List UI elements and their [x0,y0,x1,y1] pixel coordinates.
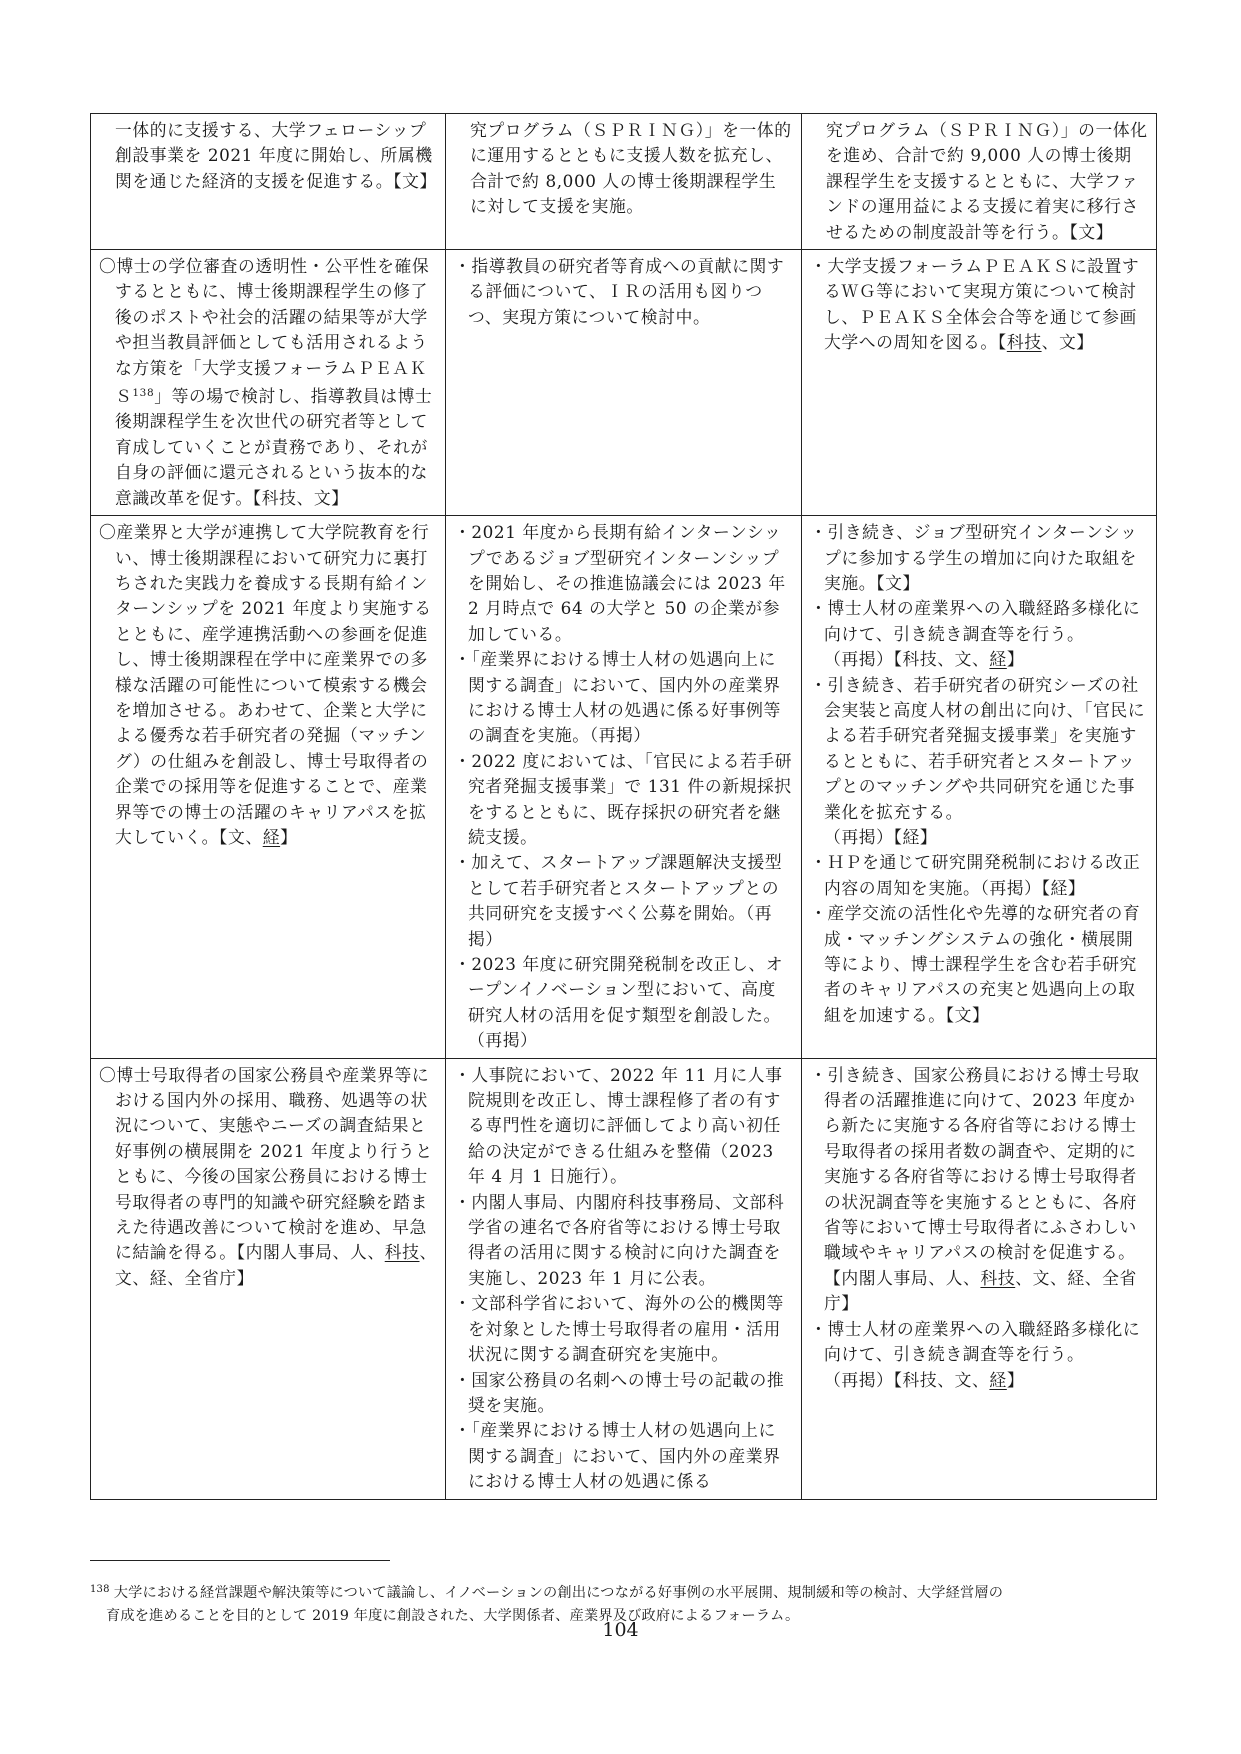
cell-plan [802,516,1157,1059]
cell-plan [802,250,1157,516]
cell-measure [91,1058,446,1499]
measure-text: 〇博士号取得者の国家公務員や産業界等における国内外の採用、職務、処遇等の状況について、実態やニーズの調査結果と好事例の横展開を 2021 年度より行うとともに、今後の国家公務員における博士号取得者の専門的知識や研究経験を踏まえた待遇改善について検討を進め、早急に結論を得る。【内閣人事局、人、科技、文、経、全省庁】 [99,1064,437,1288]
bullet-item: ・博士人材の産業界への入職経路多様化に向けて、引き続き調査等を行う。 [810,598,1141,644]
plan-text: 究プログラム（ＳＰＲＩＮＧ）」の一体化を進め、合計で約 9,000 人の博士後期課程学生を支援するとともに、大学ファンドの運用益による支援に着実に移行させるための制度設計等を行う。【文】 [826,120,1148,242]
cell-status [446,250,802,516]
bullet-continuation: （再掲）【経】 [824,826,938,847]
footnote-line: 育成を進めることを目的として 2019 年度に創設された、大学関係者、産業界及び政府によるフォーラム。 [106,1608,800,1624]
bullet-item: ・2022 度においては、「官民による若手研究者発掘支援事業」で 131 件の新規採択をするとともに、既存採択の研究者を継続支援。 [454,750,793,847]
measures-table [90,113,1157,1500]
bullet-continuation: （再掲）【科技、文、経】 [824,649,1025,670]
bullet-item: ・国家公務員の名刺への博士号の記載の推奨を実施。 [454,1369,785,1415]
cell-measure [91,114,446,250]
bullet-item: ・ＨＰを通じて研究開発税制における改正内容の周知を実施。（再掲）【経】 [810,852,1141,898]
footnote-ref[interactable]: 138 [132,387,155,400]
page-number: 104 [602,1619,639,1641]
bullet-item: ・2023 年度に研究開発税制を改正し、オープンイノベーション型において、高度研究人材の活用を促す類型を創設した。（再掲） [454,954,784,1051]
table-row [91,114,1157,250]
cell-plan [802,114,1157,250]
cell-measure [91,516,446,1059]
underlined-ministry: 経 [262,826,281,847]
footnote-divider [90,1560,390,1561]
cell-status [446,516,802,1059]
bullet-item: ・加えて、スタートアップ課題解決支援型として若手研究者とスタートアップとの共同研究を支援すべく公募を開始。（再掲） [454,852,783,949]
status-text: 究プログラム（ＳＰＲＩＮＧ）」を一体的に運用するとともに支援人数を拡充し、合計で約 8,000 人の博士後期課程学生に対して支援を実施。 [470,120,792,217]
bullet-item: ・引き続き、ジョブ型研究インターンシップに参加する学生の増加に向けた取組を実施。【文】 [810,522,1138,593]
underlined-ministry: 科技 [1006,332,1042,353]
measure-text: 〇産業界と大学が連携して大学院教育を行い、博士後期課程において研究力に裏打ちされた実践力を養成する長期有給インターンシップを 2021 年度より実施するとともに、産学連携活動への参画を促進し、博士後期課程在学中に産業界での多様な活躍の可能性について模索する機会を増加させる。あわせて、企業と大学による優秀な若手研究者の発掘（マッチング）の仕組みを創設し、博士号取得者の企業での採用等を促進することで、産業界等での博士の活躍のキャリアパスを拡大していく。【文、経】 [99,522,432,847]
bullet-item: ・「産業界における博士人材の処遇向上に関する調査」において、国内外の産業界における博士人材の処遇に係る好事例等の調査を実施。（再掲） [454,649,781,746]
cell-status [446,114,802,250]
bullet-item: ・産学交流の活性化や先導的な研究者の育成・マッチングシステムの強化・横展開等により、博士課程学生を含む若手研究者のキャリアパスの充実と処遇向上の取組を加速する。【文】 [810,903,1141,1025]
bullet-item: ・引き続き、若手研究者の研究シーズの社会実装と高度人材の創出に向け、「官民による若手研究者発掘支援事業」を実施するとともに、若手研究者とスタートアップとのマッチングや共同研究を通じた事業化を拡充する。 [810,674,1146,822]
bullet-item: ・大学支援フォーラムＰＥＡＫＳに設置するＷＧ等において実現方策について検討し、ＰＥＡＫＳ全体会合等を通じて参画大学への周知を図る。【科技、文】 [810,256,1140,353]
underlined-ministry: 科技 [384,1242,420,1263]
bullet-item: ・内閣人事局、内閣府科技事務局、文部科学省の連名で各府省等における博士号取得者の活用に関する検討に向けた調査を実施し、2023 年 1 月に公表。 [454,1191,785,1288]
table-row [91,250,1157,516]
measure-text: 〇博士の学位審査の透明性・公平性を確保するとともに、博士後期課程学生の修了後のポストや社会的活躍の結果等が大学や担当教員評価としても活用されるような方策を「大学支援フォーラムＰＥＡＫＳ$^{138}$」等の場で検討し、指導教員は博士後期課程学生を次世代の研究者等として育成していくことが責務であり、それが自身の評価に還元されるという抜本的な意識改革を促す。【科技、文】 [99,256,433,508]
underlined-ministry: 科技 [980,1267,1016,1288]
bullet-item: ・指導教員の研究者等育成への貢献に関する評価について、ＩＲの活用も図りつつ、実現方策について検討中。 [454,256,785,327]
table-row [91,1058,1157,1499]
cell-measure [91,250,446,516]
underlined-ministry: 経 [989,649,1007,670]
cell-plan [802,1058,1157,1499]
cell-status [446,1058,802,1499]
bullet-item: ・2021 年度から長期有給インターンシップであるジョブ型研究インターンシップを開始し、その推進協議会には 2023 年 2 月時点で 64 の大学と 50 の企業が参加している。 [454,522,786,644]
bullet-item: ・文部科学省において、海外の公的機関等を対象とした博士号取得者の雇用・活用状況に関する調査研究を実施中。 [454,1293,784,1365]
table-row [91,516,1157,1059]
measure-text: 一体的に支援する、大学フェローシップ創設事業を 2021 年度に開始し、所属機関を通じた経済的支援を促進する。【文】 [115,120,437,191]
footnote-line: $^{138}$ 大学における経営課題や解決策等について議論し、イノベーションの創出につながる好事例の水平展開、規制緩和等の検討、大学経営層の [90,1584,1004,1601]
footnote-number: 138 [90,1584,110,1595]
underlined-ministry: 経 [989,1369,1007,1390]
bullet-continuation: （再掲）【科技、文、経】 [824,1369,1025,1390]
bullet-item: ・引き続き、国家公務員における博士号取得者の活躍推進に向けて、2023 年度から新たに実施する各府省等における博士号取得者の採用者数の調査や、定期的に実施する各府省等における博士号取得者の状況調査等を実施するとともに、各府省等において博士号取得者にふさわしい職域やキャリアパスの検討を促進する。【内閣人事局、人、科技、文、経、全省庁】 [810,1064,1140,1314]
bullet-item: ・「産業界における博士人材の処遇向上に関する調査」において、国内外の産業界における博士人材の処遇に係る [454,1420,781,1492]
bullet-item: ・人事院において、2022 年 11 月に人事院規則を改正し、博士課程修了者の有する専門性を適切に評価してより高い初任給の決定ができる仕組みを整備（2023 年 4 月 1 日施行）。 [454,1064,783,1187]
bullet-item: ・博士人材の産業界への入職経路多様化に向けて、引き続き調査等を行う。 [810,1318,1141,1365]
